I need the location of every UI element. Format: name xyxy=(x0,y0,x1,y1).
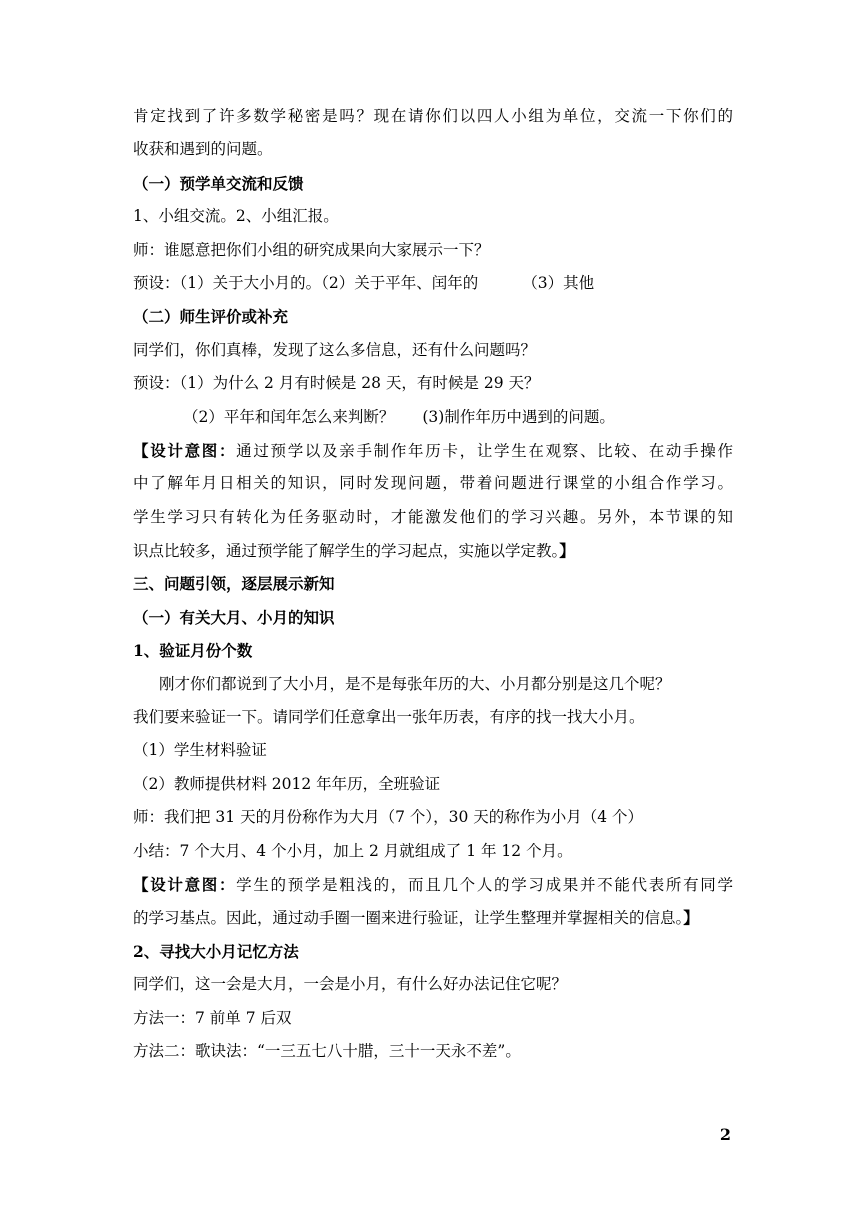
paragraph-line: 收获和遇到的问题。 xyxy=(133,140,273,159)
design-intent-close: 】 xyxy=(683,908,699,928)
design-intent-line xyxy=(133,868,733,901)
paragraph-line: （2）教师提供材料 2012 年年历，全班验证 xyxy=(133,774,441,793)
design-intent-text: 的学习基点。因此，通过动手圈一圈来进行验证，让学生整理并掌握相关的信息。 xyxy=(133,909,684,928)
design-intent-text: 通过预学以及亲手制作年历卡，让学生在观察、比较、在动手操作 xyxy=(236,441,733,460)
paragraph-line: 方法一：7 前单 7 后双 xyxy=(133,1008,292,1027)
design-intent-line xyxy=(133,534,733,567)
section-heading: 2、寻找大小月记忆方法 xyxy=(133,941,299,961)
design-intent-text: 识点比较多，通过预学能了解学生的学习起点，实施以学定教。 xyxy=(133,542,560,561)
paragraph-line: 小结：7 个大月、4 个小月，加上 2 月就组成了 1 年 12 个月。 xyxy=(133,841,573,860)
paragraph-line: 同学们，这一会是大月，一会是小月，有什么好办法记住它呢？ xyxy=(133,975,568,994)
paragraph-line: 师：我们把 31 天的月份称作为大月（7 个），30 天的称作为小月（4 个） xyxy=(133,808,644,827)
paragraph-line xyxy=(133,401,733,434)
design-intent-line: 学生学习只有转化为任务驱动时，才能激发他们的学习兴趣。另外，本节课的知 xyxy=(133,507,733,526)
paragraph-line: 预设：（1）为什么 2 月有时候是 28 天，有时候是 29 天？ xyxy=(133,374,540,393)
section-heading: 三、问题引领，逐层展示新知 xyxy=(133,574,335,594)
design-intent-label: 【设计意图： xyxy=(133,440,237,460)
paragraph-line: 同学们，你们真棒，发现了这么多信息，还有什么问题吗？ xyxy=(133,340,537,359)
design-intent-line: 中了解年月日相关的知识，同时发现问题，带着问题进行课堂的小组合作学习。 xyxy=(133,474,733,493)
preset-text: (3)制作年历中遇到的问题。 xyxy=(422,407,615,426)
paragraph-line: 师：谁愿意把你们小组的研究成果向大家展示一下？ xyxy=(133,240,490,259)
section-heading: （二）师生评价或补充 xyxy=(133,307,289,327)
paragraph-line: 我们要来验证一下。请同学们任意拿出一张年历表，有序的找一找大小月。 xyxy=(133,708,645,727)
design-intent-text: 学生的预学是粗浅的，而且几个人的学习成果并不能代表所有同学 xyxy=(236,875,733,894)
design-intent-line xyxy=(133,434,733,467)
section-heading: 1、验证月份个数 xyxy=(133,641,253,661)
preset-text: （3）其他 xyxy=(522,273,595,292)
section-heading: （一）有关大月、小月的知识 xyxy=(133,607,335,627)
preset-text: 预设：（1）关于大小月的。（2）关于平年、闰年的 xyxy=(133,273,479,292)
preset-text: （2）平年和闰年怎么来判断？ xyxy=(183,407,395,426)
page-number: 2 xyxy=(719,1125,731,1144)
design-intent-line xyxy=(133,901,733,934)
design-intent-label: 【设计意图： xyxy=(133,874,237,894)
paragraph-line: 刚才你们都说到了大小月，是不是每张年历的大、小月都分别是这几个呢？ xyxy=(159,674,671,693)
paragraph-line: （1）学生材料验证 xyxy=(133,741,267,760)
paragraph-line xyxy=(133,267,733,300)
design-intent-close: 】 xyxy=(559,541,575,561)
paragraph-line: 肯定找到了许多数学秘密是吗？现在请你们以四人小组为单位，交流一下你们的 xyxy=(133,107,733,125)
section-heading: （一）预学单交流和反馈 xyxy=(133,173,304,193)
paragraph-line: 方法二：歌诀法：“一三五七八十腊，三十一天永不差”。 xyxy=(133,1041,521,1060)
paragraph-line: 1、小组交流。2、小组汇报。 xyxy=(133,207,339,226)
page-body xyxy=(133,100,733,1068)
